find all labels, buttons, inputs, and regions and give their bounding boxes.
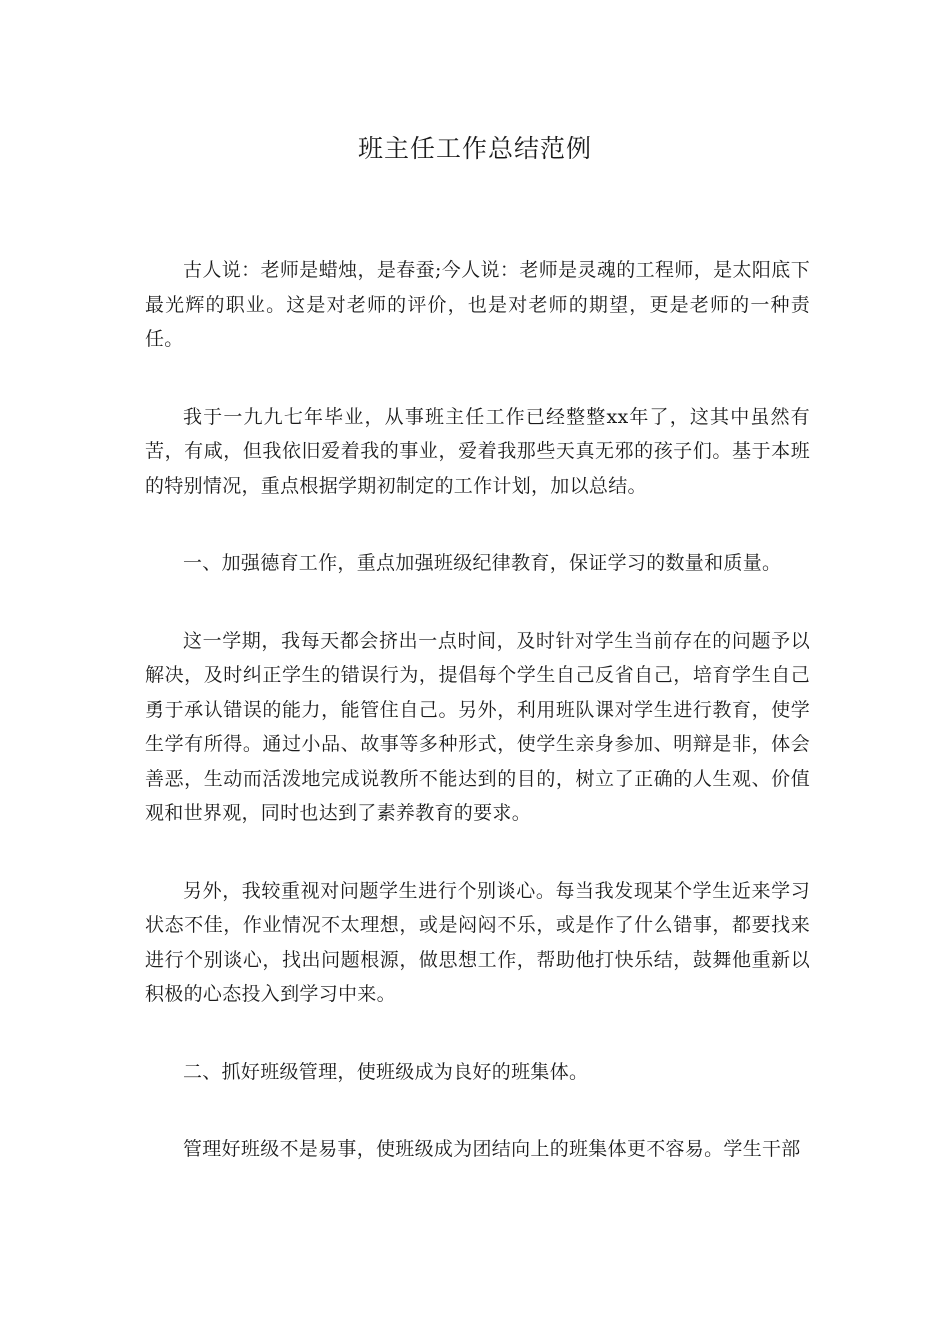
paragraph-class-management: 管理好班级不是易事，使班级成为团结向上的班集体更不容易。学生干部 (183, 1138, 801, 1160)
section-heading-2: 二、抓好班级管理，使班级成为良好的班集体。 (183, 1060, 589, 1083)
paragraph-intro: 古人说：老师是蜡烛，是春蚕;今人说：老师是灵魂的工程师，是太阳底下最光辉的职业。这是对老师的评价，也是对老师的期望，更是老师的一种责任。 (145, 259, 810, 350)
paragraph-moral-education: 这一学期，我每天都会挤出一点时间，及时针对学生当前存在的问题予以解决，及时纠正学生的错误行为，提倡每个学生自己反省自己，培育学生自己勇于承认错误的能力，能管住自己。另外，利用班队课对学生进行教育，使学生学有所得。通过小品、故事等多种形式，使学生亲身参加、明辩是非，体会善恶，生动而活泼地完成说教所不能达到的目的，树立了正确的人生观、价值观和世界观，同时也达到了素养教育的要求。 (145, 629, 810, 824)
section-heading-1: 一、加强德育工作，重点加强班级纪律教育，保证学习的数量和质量。 (183, 552, 782, 574)
paragraph-background: 我于一九九七年毕业，从事班主任工作已经整整xx年了，这其中虽然有苦，有咸，但我依旧爱着我的事业，爱着我那些天真无邪的孩子们。基于本班的特别情况，重点根据学期初制定的工作计划，加以总结。 (145, 405, 810, 497)
document-body (145, 253, 810, 1167)
document-title: 班主任工作总结范例 (357, 134, 592, 163)
paragraph-individual-talks: 另外，我较重视对问题学生进行个别谈心。每当我发现某个学生近来学习状态不佳，作业情况不太理想，或是闷闷不乐，或是作了什么错事，都要找来进行个别谈心，找出问题根源，做思想工作，帮助他打快乐结，鼓舞他重新以积极的心态投入到学习中来。 (145, 879, 810, 1005)
